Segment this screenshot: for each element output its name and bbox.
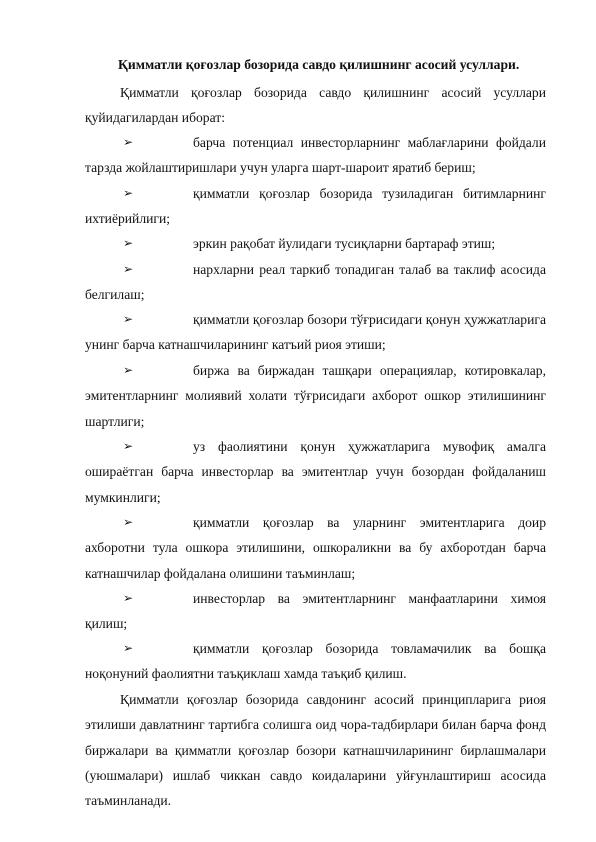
bullet-text: барча потенциал инвесторларнинг маблағларини фойдали тарзда жойлаштиришлари учун уларга шарт-шароит яратиб бериш;: [85, 135, 546, 176]
bullet-item-4: [85, 257, 546, 308]
bullet-item-7: [85, 434, 546, 510]
bullet-text: инвесторлар ва эмитентларнинг манфаатларини химоя қилиш;: [85, 591, 546, 632]
bullet-text: қимматли қоғозлар бозорида тузиладиган битимларнинг ихтиёрийлиги;: [85, 186, 546, 227]
arrow-bullet-icon: ➢: [123, 312, 134, 326]
bullet-text: қимматли қоғозлар бозорида товламачилик ва бошқа ноқонуний фаолиятни таъқиклаш хамда таъқиб қилиш.: [85, 641, 546, 682]
bullet-item-8: [85, 510, 546, 586]
bullet-item-1: [85, 130, 546, 181]
bullet-text: уз фаолиятини қонун ҳужжатларига мувофиқ амалга ошираётган барча инвесторлар ва эмитентлар учун бозордан фойдаланиш мумкинлиги;: [85, 439, 546, 505]
arrow-bullet-icon: ➢: [123, 262, 134, 276]
arrow-bullet-icon: ➢: [123, 641, 134, 655]
arrow-bullet-icon: ➢: [123, 439, 134, 453]
intro-paragraph: Қимматли қоғозлар бозорида савдо қилишнинг асосий усуллари қуйидагилардан иборат:: [85, 85, 546, 126]
bullet-text: биржа ва биржадан ташқари операциялар, котировкалар, эмитентларнинг молиявий холати тўғрисидаги ахборот ошкор этилишининг шартлиги;: [85, 363, 546, 429]
bullet-text: нархларни реал таркиб топадиган талаб ва таклиф асосида белгилаш;: [85, 262, 546, 303]
bullet-text: эркин рақобат йулидаги тусиқларни бартараф этиш;: [193, 236, 496, 251]
bullet-item-9: [85, 586, 546, 637]
arrow-bullet-icon: ➢: [123, 135, 134, 149]
arrow-bullet-icon: ➢: [123, 591, 134, 605]
arrow-bullet-icon: ➢: [123, 236, 134, 250]
section-heading: Қимматли қоғозлар бозорида савдо қилишнинг асосий усуллари.: [118, 57, 520, 72]
arrow-bullet-icon: ➢: [123, 515, 134, 529]
bullet-item-2: [85, 181, 546, 232]
bullet-text: қимматли қоғозлар бозори тўғрисидаги қонун ҳужжатларига унинг барча катнашчиларининг катъий риоя этиши;: [85, 312, 546, 353]
bullet-item-5: [85, 307, 546, 358]
bullet-text: қимматли қоғозлар ва уларнинг эмитентларига доир ахборотни тула ошкора этилишини, ошкораликни ва бу ахборотдан барча катнашчилар фойдалана олишини таъминлаш;: [85, 515, 546, 581]
closing-paragraph: Қимматли қоғозлар бозорида савдонинг асосий принципларига риоя этилиши давлатнинг тартибга солишга оид чора-тадбирлари билан барча фонд биржалари ва қимматли қоғозлар бозори катнашчиларининг бирлашмалари (уюшмалари) ишлаб чиккан савдо коидаларини уйғунлаштириш асосида таъминланади.: [85, 692, 546, 809]
arrow-bullet-icon: ➢: [123, 186, 134, 200]
arrow-bullet-icon: ➢: [123, 363, 134, 377]
bullet-item-3: [85, 231, 546, 256]
bullet-item-6: [85, 358, 546, 434]
bullet-item-10: [85, 636, 546, 687]
